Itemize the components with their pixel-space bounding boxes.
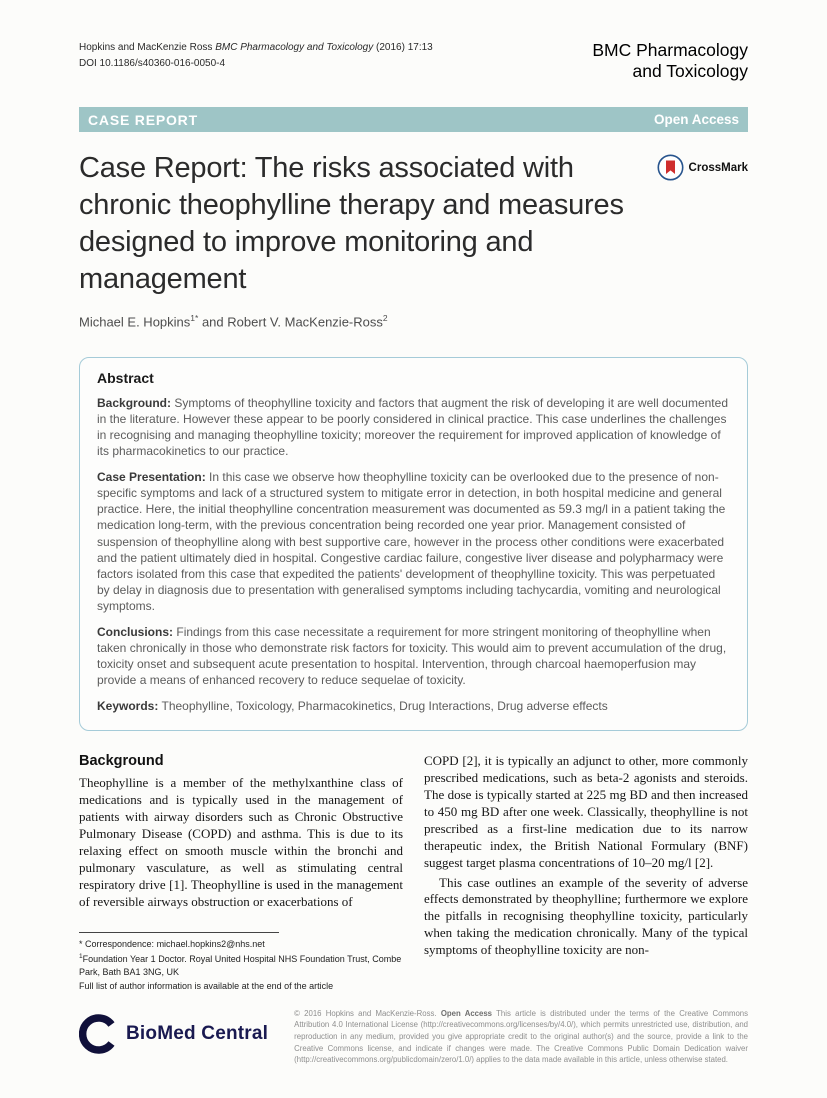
body-right-paragraph-2: This case outlines an example of the severity of adverse effects demonstrated by theophylline; furthermore we explore the pitfalls in recognising theophylline toxicity, particularly when taking the medication chronically. Many of the typical symptoms of theophylline toxicity are non- (424, 874, 748, 958)
copyright-open-access-label: Open Access (440, 1008, 493, 1018)
masthead-line-2: and Toxicology (632, 60, 748, 81)
body-left-paragraph: Theophylline is a member of the methylxanthine class of medications and is typically used in the management of patients with airway disorders such as Chronic Obstructive Pulmonary Disease (COPD) and asthma. This is due to its relaxing effect on smooth muscle within the bronchi and pulmonary vasculature, as well as stimulating central respiratory drive [1]. Theophylline is used in the management of reversible airways obstruction or exacerbations of (79, 775, 403, 909)
correspondence-email[interactable]: michael.hopkins2@nhs.net (156, 939, 265, 950)
abstract-background-label: Background: (97, 395, 172, 410)
author-info-note: Full list of author information is available at the end of the article (79, 980, 334, 991)
citation-block (79, 40, 433, 71)
title-block (79, 150, 748, 297)
article-title: Case Report: The risks associated with chronic theophylline therapy and measures designed to improve monitoring and management (79, 152, 624, 295)
abstract-background-text: Symptoms of theophylline toxicity and factors that augment the risk of developing it are well documented in the literature. However these appear to be poorly considered in clinical practice. This case underlines the challenges in recognising and managing theophylline toxicity; moreover the requirement for improved application of knowledge of its pharmacokinetics to our practice. (97, 395, 728, 459)
author-1-affiliation-sup: 1* (190, 312, 199, 323)
citation-line (79, 40, 433, 56)
crossmark-icon (657, 154, 684, 181)
copyright-prefix: © 2016 Hopkins and MacKenzie-Ross. (294, 1008, 437, 1018)
body-columns (79, 753, 748, 993)
journal-masthead (592, 40, 748, 81)
body-right-column (424, 753, 748, 993)
abstract-keywords-label: Keywords: (97, 699, 159, 714)
affiliation-sup: 1 (79, 952, 83, 960)
abstract-keywords-text: Theophylline, Toxicology, Pharmacokinetics, Drug Interactions, Drug adverse effects (161, 699, 608, 714)
abstract-section-keywords (97, 698, 730, 714)
copyright-text: This article is distributed under the terms of the Creative Commons Attribution 4.0 International License (http://creativecommons.org/licenses/by/4.0/), which permits unrestricted use, distribution, and reproduction in any medium, provided you give appropriate credit to the original author(s) and the source, provide a link to the Creative Commons license, and indicate if changes were made. The Creative Commons Public Domain Dedication waiver (http://creativecommons.org/publicdomain/zero/1.0/) applies to the data made available in this article, unless otherwise stated. (294, 1008, 749, 1065)
citation-journal: BMC Pharmacology and Toxicology (215, 42, 374, 53)
biomed-central-wordmark: BioMed Central (126, 1022, 269, 1044)
body-left-column (79, 753, 403, 993)
crossmark-label: CrossMark (688, 161, 748, 174)
abstract-section-case-presentation (97, 469, 730, 614)
abstract-case-presentation-text: In this case we observe how theophylline toxicity can be overlooked due to the presence of non-specific symptoms and lack of a structured system to mitigate error in detection, in both hospital medicine and general practice. Here, the initial theophylline concentration measurement was documented as 59.3 mg/l in a patient taking the medication long-term, with the previous concentration being recorded one year prior. Management consisted of suspension of theophylline along with best supportive care, however in the process other conditions were exacerbated and the patient ultimately died in hospital. Congestive cardiac failure, congestive liver disease and polypharmacy were factors isolated from this case that expedited the patients' development of theophylline toxicity. This was perpetuated by delay in diagnosis due to presentation with generalised symptoms including tachycardia, vomiting and neurological symptoms. (97, 470, 726, 613)
author-2-affiliation-sup: 2 (382, 312, 388, 323)
article-type-banner (79, 107, 748, 132)
correspondence-line (79, 938, 403, 952)
copyright-notice (294, 1008, 748, 1066)
citation-authors: Hopkins and MacKenzie Ross (79, 42, 213, 53)
abstract-section-conclusions (97, 624, 730, 688)
abstract-conclusions-label: Conclusions: (97, 624, 174, 639)
abstract-heading: Abstract (97, 369, 154, 386)
footnote-divider (79, 932, 279, 933)
correspondence-label: * Correspondence: (79, 939, 155, 950)
body-right-paragraph-1: COPD [2], it is typically an adjunct to other, more commonly prescribed medications, such as beta-2 agonists and steroids. The dose is typically started at 225 mg BD and then increased to 450 mg BD after one week. Classically, theophylline is not prescribed as a first-line medication due to its narrow therapeutic index, the British National Formulary (BNF) suggest target plasma concentrations of 10–20 mg/l [2]. (424, 753, 748, 870)
doi: DOI 10.1186/s40360-016-0050-4 (79, 57, 226, 69)
abstract-case-presentation-label: Case Presentation: (97, 470, 206, 485)
biomed-central-ring-icon (79, 1014, 119, 1054)
author-2: Robert V. MacKenzie-Ross (227, 313, 383, 329)
affiliation-text: Foundation Year 1 Doctor. Royal United Hospital NHS Foundation Trust, Combe Park, Bath BA1 3NG, UK (79, 953, 402, 978)
affiliation-line (79, 952, 403, 980)
abstract-box (79, 357, 748, 731)
authors-joiner: and (201, 313, 224, 329)
masthead-line-1: BMC Pharmacology (592, 40, 748, 60)
page-header (79, 40, 748, 81)
footnote-block (79, 932, 403, 993)
abstract-section-background (97, 395, 730, 459)
page-footer (79, 1008, 748, 1066)
abstract-conclusions-text: Findings from this case necessitate a requirement for more stringent monitoring of theophylline when taken chronically in those who demonstrate risk factors for toxicity. This would aim to prevent accumulation of the drug, toxicity onset and subsequent acute presentation to hospital. Intervention, through charcoal haemoperfusion may provide a means of enhanced recovery to reduce sequelae of toxicity. (97, 624, 727, 688)
open-access-label: Open Access (653, 112, 739, 128)
authors-line (79, 313, 748, 329)
citation-issue: (2016) 17:13 (376, 42, 433, 53)
section-heading-background: Background (79, 753, 164, 770)
biomed-central-logo (79, 1008, 268, 1054)
crossmark-badge[interactable] (657, 154, 748, 181)
author-1: Michael E. Hopkins (79, 313, 191, 329)
article-type-label: CASE REPORT (88, 111, 198, 128)
